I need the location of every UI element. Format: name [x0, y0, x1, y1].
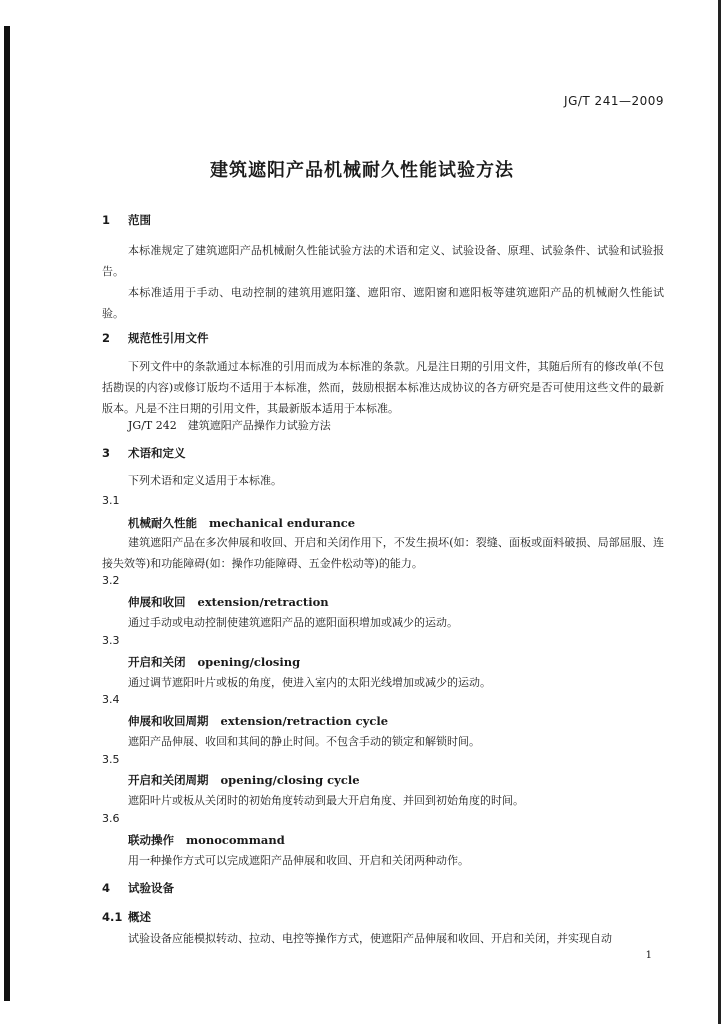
term-en: opening/closing — [197, 655, 301, 669]
term-definition: 遮阳叶片或板从关闭时的初始角度转动到最大开启角度、并回到初始角度的时间。 — [128, 794, 524, 807]
clause-number: 3.6 — [102, 812, 120, 825]
section-title: 试验设备 — [128, 881, 174, 895]
paragraph: 本标准规定了建筑遮阳产品机械耐久性能试验方法的术语和定义、试验设备、原理、试验条件、试验和试验报告。 — [102, 244, 664, 278]
paragraph: 试验设备应能模拟转动、拉动、电控等操作方式，使遮阳产品伸展和收回、开启和关闭，并实现自动 — [128, 932, 612, 945]
term-zh: 开启和关闭 — [128, 655, 186, 669]
term-heading — [128, 594, 329, 610]
section-title: 范围 — [128, 213, 151, 227]
clause-number: 3.5 — [102, 753, 120, 766]
section-4-heading — [102, 880, 174, 896]
paragraph: 下列文件中的条款通过本标准的引用而成为本标准的条款。凡是注日期的引用文件，其随后所有的修改单(不包括勘误的内容)或修订版均不适用于本标准，然而，鼓励根据本标准达成协议的各方研究是否可使用这些文件的最新版本。凡是不注日期的引用文件，其最新版本适用于本标准。 — [102, 360, 664, 415]
term-en: extension/retraction — [197, 595, 329, 609]
section-2-heading — [102, 330, 209, 346]
clause-number: 3.3 — [102, 634, 120, 647]
term-heading — [128, 713, 388, 729]
term-definition: 通过调节遮阳叶片或板的角度，使进入室内的太阳光线增加或减少的运动。 — [128, 676, 491, 689]
document-title: 建筑遮阳产品机械耐久性能试验方法 — [210, 160, 514, 181]
term-heading — [128, 772, 360, 788]
term-heading — [128, 654, 300, 670]
term-zh: 开启和关闭周期 — [128, 773, 209, 787]
term-definition: 用一种操作方式可以完成遮阳产品伸展和收回、开启和关闭两种动作。 — [128, 854, 469, 867]
paragraph: 下列术语和定义适用于本标准。 — [128, 474, 282, 487]
section-title: 术语和定义 — [128, 446, 186, 460]
section-title: 规范性引用文件 — [128, 331, 209, 345]
term-en: extension/retraction cycle — [220, 714, 389, 728]
clause-number: 3.4 — [102, 693, 120, 706]
term-definition: 遮阳产品伸展、收回和其间的静止时间。不包含手动的锁定和解锁时间。 — [128, 735, 480, 748]
term-en: monocommand — [186, 833, 285, 847]
section-number: 2 — [102, 331, 111, 345]
section-3-heading — [102, 445, 186, 461]
term-en: opening/closing cycle — [220, 773, 360, 787]
section-number: 1 — [102, 213, 111, 227]
term-zh: 伸展和收回 — [128, 595, 186, 609]
paragraph: 本标准适用于手动、电动控制的建筑用遮阳篷、遮阳帘、遮阳窗和遮阳板等建筑遮阳产品的机械耐久性能试验。 — [102, 286, 664, 320]
standard-code: JG/T 241—2009 — [564, 94, 664, 108]
term-heading — [128, 832, 285, 848]
scan-edge-right — [718, 0, 721, 1024]
term-zh: 机械耐久性能 — [128, 516, 197, 530]
term-heading — [128, 515, 355, 531]
clause-number: 3.1 — [102, 494, 120, 507]
page-number: 1 — [645, 950, 652, 961]
term-definition: 建筑遮阳产品在多次伸展和收回、开启和关闭作用下，不发生损坏(如：裂缝、面板或面料破损、局部屈服、连接失效等)和功能障碍(如：操作功能障碍、五金件松动等)的能力。 — [102, 536, 664, 570]
section-1-heading — [102, 212, 151, 228]
term-definition: 通过手动或电动控制使建筑遮阳产品的遮阳面积增加或减少的运动。 — [128, 616, 458, 629]
section-number: 4 — [102, 881, 111, 895]
term-zh: 联动操作 — [128, 833, 174, 847]
clause-number: 3.2 — [102, 574, 120, 587]
normative-reference: JG/T 242 建筑遮阳产品操作力试验方法 — [128, 419, 331, 432]
section-title: 概述 — [128, 910, 151, 924]
term-zh: 伸展和收回周期 — [128, 714, 209, 728]
subsection-4-1-heading — [102, 909, 151, 925]
section-number: 3 — [102, 446, 111, 460]
term-en: mechanical endurance — [209, 516, 356, 530]
section-number: 4.1 — [102, 910, 123, 924]
